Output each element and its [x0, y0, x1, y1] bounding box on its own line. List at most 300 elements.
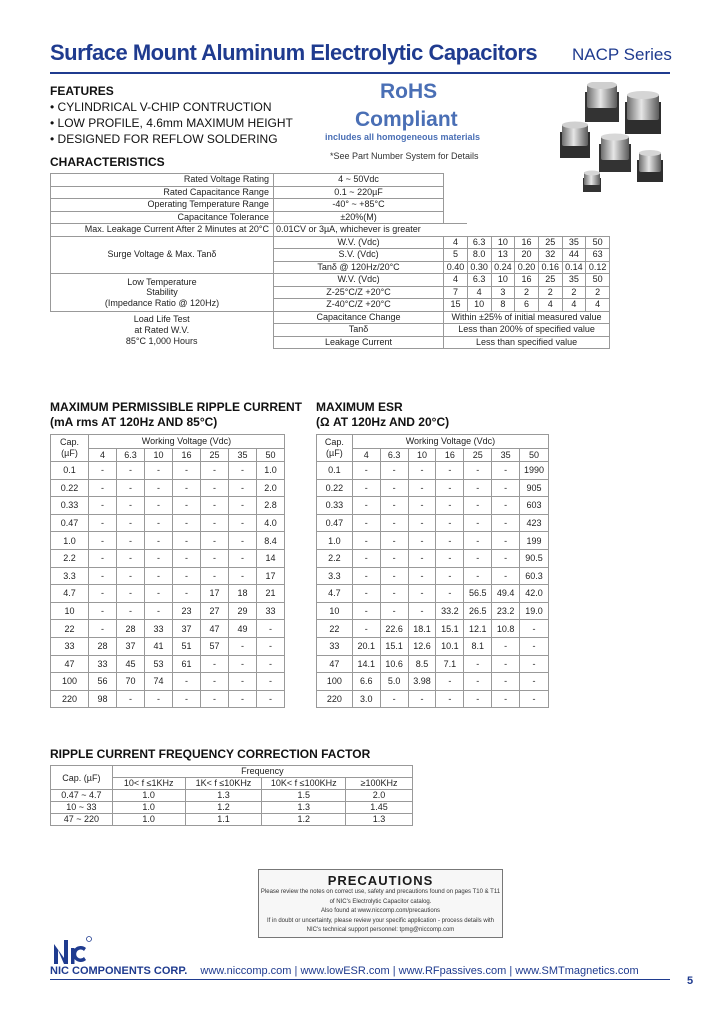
voltage-header: 10 — [145, 448, 173, 462]
esr-subheading: (Ω AT 120Hz AND 20°C) — [316, 415, 450, 429]
esr-cell: - — [408, 462, 436, 480]
ripple-cell: - — [145, 549, 173, 567]
esr-cell: 8.1 — [464, 637, 492, 655]
ripple-cell: 45 — [117, 655, 145, 673]
surge-cell: 6.3 — [467, 236, 491, 249]
lowtemp-label-line: Stability — [146, 287, 178, 297]
lowtemp-sublabel: Z-40°C/Z +20°C — [273, 299, 443, 312]
esr-cell: - — [492, 532, 520, 550]
lowtemp-cell: 2 — [538, 286, 562, 299]
esr-row — [317, 479, 549, 497]
ripple-cell: - — [173, 497, 201, 515]
esr-cell: - — [436, 514, 464, 532]
cap-value: 10 — [51, 602, 89, 620]
correction-cap-header: Cap. (µF) — [51, 766, 113, 790]
lowtemp-cell: 10 — [491, 274, 515, 287]
ripple-cell: - — [201, 655, 229, 673]
cap-value: 22 — [51, 620, 89, 638]
lowtemp-row — [51, 274, 610, 287]
esr-cell: - — [408, 479, 436, 497]
esr-cell: - — [436, 585, 464, 603]
esr-cell: - — [380, 532, 408, 550]
cap-value: 100 — [51, 673, 89, 691]
cap-header-label: Cap. — [324, 437, 344, 447]
ripple-cell: 70 — [117, 673, 145, 691]
voltage-header: 6.3 — [117, 448, 145, 462]
esr-cell: - — [492, 462, 520, 480]
surge-cell: 35 — [562, 236, 586, 249]
ripple-header-row — [51, 435, 285, 449]
surge-cell: 16 — [515, 236, 539, 249]
feature-item: • CYLINDRICAL V-CHIP CONTRUCTION — [50, 100, 272, 114]
esr-cell: 3.98 — [408, 673, 436, 691]
esr-row — [317, 462, 549, 480]
correction-row — [51, 790, 413, 802]
esr-cell: - — [492, 673, 520, 691]
cap-value: 220 — [317, 690, 353, 708]
wv-header: Working Voltage (Vdc) — [352, 435, 548, 449]
ripple-row — [51, 690, 285, 708]
ripple-row — [51, 479, 285, 497]
correction-header-row — [51, 766, 413, 778]
char-label: Capacitance Tolerance — [51, 211, 274, 224]
ripple-cell: - — [89, 620, 117, 638]
esr-cell: - — [520, 637, 549, 655]
esr-cell: - — [380, 602, 408, 620]
surge-row — [51, 236, 610, 249]
esr-cell: 8.5 — [408, 655, 436, 673]
ripple-row — [51, 497, 285, 515]
surge-label: Surge Voltage & Max. Tanδ — [51, 236, 274, 274]
loadlife-sublabel: Capacitance Change — [273, 311, 443, 324]
ripple-cell: - — [229, 690, 257, 708]
esr-cell: - — [464, 497, 492, 515]
ripple-cell: - — [229, 497, 257, 515]
esr-cell: - — [352, 462, 380, 480]
esr-cell: - — [352, 620, 380, 638]
char-label: Rated Voltage Rating — [51, 174, 274, 187]
ripple-cell: - — [117, 549, 145, 567]
ripple-cell: - — [173, 690, 201, 708]
footer-link[interactable]: www.SMTmagnetics.com — [515, 965, 639, 977]
lowtemp-label-line: Low Temperature — [127, 276, 197, 287]
ripple-cell: 47 — [201, 620, 229, 638]
esr-cell: - — [436, 690, 464, 708]
lowtemp-cell: 3 — [491, 286, 515, 299]
ripple-cell: 8.4 — [257, 532, 285, 550]
surge-cell: 25 — [538, 236, 562, 249]
esr-row — [317, 567, 549, 585]
esr-cell: 42.0 — [520, 585, 549, 603]
frequency-header: Frequency — [112, 766, 412, 778]
surge-cell: 10 — [491, 236, 515, 249]
ripple-cell: - — [89, 532, 117, 550]
ripple-cell: - — [201, 690, 229, 708]
correction-cell: 1.2 — [185, 802, 262, 814]
esr-cell: 10.6 — [380, 655, 408, 673]
cap-value: 1.0 — [51, 532, 89, 550]
surge-cell: 5 — [444, 249, 468, 262]
ripple-cell: - — [201, 532, 229, 550]
ripple-row — [51, 620, 285, 638]
ripple-row — [51, 655, 285, 673]
esr-cell: 26.5 — [464, 602, 492, 620]
ripple-cell: - — [117, 462, 145, 480]
lowtemp-cell: 2 — [515, 286, 539, 299]
footer-bar: NIC COMPONENTS CORP. www.niccomp.com | www.lowESR.com | www.RFpassives.com | www.SMTmagnetics.com — [50, 965, 639, 977]
frequency-band: 10K< f ≤100KHz — [262, 778, 346, 790]
esr-row — [317, 673, 549, 691]
lowtemp-cell: 4 — [444, 274, 468, 287]
ripple-cell: - — [201, 549, 229, 567]
esr-row — [317, 532, 549, 550]
esr-cell: - — [520, 655, 549, 673]
ripple-cell: - — [257, 620, 285, 638]
precautions-line: Please review the notes on correct use, safety and precautions found on pages T10 & T11 — [260, 889, 501, 895]
correction-cell: 1.3 — [346, 814, 413, 826]
ripple-cell: - — [257, 637, 285, 655]
surge-cell: 8.0 — [467, 249, 491, 262]
cap-value: 0.22 — [317, 479, 353, 497]
surge-cell: 0.16 — [538, 261, 562, 274]
cap-value: 0.33 — [317, 497, 353, 515]
ripple-cell: - — [173, 514, 201, 532]
cap-value: 0.1 — [317, 462, 353, 480]
cap-header-label: Cap. — [59, 437, 79, 447]
correction-cell: 1.45 — [346, 802, 413, 814]
esr-cell: - — [436, 497, 464, 515]
ripple-cell: 33 — [257, 602, 285, 620]
esr-cell: - — [380, 462, 408, 480]
esr-cell: - — [436, 479, 464, 497]
esr-cell: - — [436, 673, 464, 691]
ripple-row — [51, 602, 285, 620]
ripple-subheading: (mA rms AT 120Hz AND 85°C) — [50, 415, 218, 429]
esr-cell: - — [380, 497, 408, 515]
esr-row — [317, 690, 549, 708]
esr-cell: - — [352, 514, 380, 532]
surge-cell: 0.24 — [491, 261, 515, 274]
esr-cell: - — [408, 690, 436, 708]
ripple-cell: - — [173, 567, 201, 585]
correction-cap: 0.47 ~ 4.7 — [51, 790, 113, 802]
ripple-cell: - — [117, 497, 145, 515]
ripple-row — [51, 514, 285, 532]
lowtemp-cell: 8 — [491, 299, 515, 312]
cap-value: 22 — [317, 620, 353, 638]
ripple-cell: - — [201, 479, 229, 497]
surge-cell: 0.30 — [467, 261, 491, 274]
surge-cell: 0.14 — [562, 261, 586, 274]
surge-cell: 44 — [562, 249, 586, 262]
lowtemp-sublabel: W.V. (Vdc) — [273, 274, 443, 287]
features-heading: FEATURES — [50, 84, 114, 98]
feature-item: • LOW PROFILE, 4.6mm MAXIMUM HEIGHT — [50, 116, 293, 130]
cap-value: 2.2 — [51, 549, 89, 567]
footer-link[interactable]: www.lowESR.com — [300, 965, 390, 977]
ripple-cell: - — [145, 497, 173, 515]
esr-cell: - — [492, 514, 520, 532]
ripple-cell: - — [173, 673, 201, 691]
lowtemp-label-line: (Impedance Ratio @ 120Hz) — [104, 297, 220, 308]
cap-value: 2.2 — [317, 549, 353, 567]
esr-cell: 603 — [520, 497, 549, 515]
ripple-cell: 17 — [201, 585, 229, 603]
esr-cell: - — [464, 532, 492, 550]
lowtemp-cell: 4 — [538, 299, 562, 312]
esr-cell: 905 — [520, 479, 549, 497]
esr-row — [317, 620, 549, 638]
esr-cell: - — [380, 690, 408, 708]
ripple-cell: - — [201, 462, 229, 480]
ripple-cell: 61 — [173, 655, 201, 673]
esr-row — [317, 549, 549, 567]
esr-cell: - — [408, 497, 436, 515]
esr-cell: - — [492, 567, 520, 585]
surge-cell: 4 — [444, 236, 468, 249]
esr-cell: - — [408, 532, 436, 550]
ripple-cell: 14 — [257, 549, 285, 567]
lowtemp-cell: 50 — [586, 274, 610, 287]
ripple-cell: - — [117, 514, 145, 532]
cap-header-unit: (µF) — [61, 448, 78, 458]
esr-cell: 199 — [520, 532, 549, 550]
esr-cell: 10.8 — [492, 620, 520, 638]
precautions-link[interactable]: Also found at www.niccomp.com/precautions — [320, 908, 441, 914]
cap-value: 33 — [51, 637, 89, 655]
loadlife-label-line: at Rated W.V. — [134, 324, 190, 335]
cap-value: 1.0 — [317, 532, 353, 550]
cap-value: 0.33 — [51, 497, 89, 515]
ripple-cell: - — [117, 585, 145, 603]
ripple-cell: - — [89, 602, 117, 620]
ripple-cell: - — [117, 690, 145, 708]
ripple-cell: - — [89, 462, 117, 480]
ripple-cell: - — [229, 655, 257, 673]
correction-cell: 1.1 — [185, 814, 262, 826]
ripple-cell: - — [229, 549, 257, 567]
ripple-cell: 98 — [89, 690, 117, 708]
esr-row — [317, 602, 549, 620]
lowtemp-cell: 4 — [467, 286, 491, 299]
footer-link[interactable]: www.niccomp.com — [200, 965, 292, 977]
cap-value: 10 — [317, 602, 353, 620]
correction-heading: RIPPLE CURRENT FREQUENCY CORRECTION FACTOR — [50, 747, 371, 761]
esr-cell: - — [408, 549, 436, 567]
ripple-cell: - — [145, 585, 173, 603]
correction-row — [51, 802, 413, 814]
ripple-cell: - — [117, 532, 145, 550]
esr-cell: - — [408, 514, 436, 532]
esr-cell: - — [352, 585, 380, 603]
cap-value: 4.7 — [51, 585, 89, 603]
characteristics-table — [50, 173, 610, 349]
esr-cell: - — [436, 567, 464, 585]
ripple-cell: - — [117, 567, 145, 585]
lowtemp-cell: 2 — [562, 286, 586, 299]
correction-cell: 1.3 — [262, 802, 346, 814]
ripple-cell: - — [257, 655, 285, 673]
voltage-header: 16 — [436, 448, 464, 462]
ripple-cell: 2.8 — [257, 497, 285, 515]
esr-heading: MAXIMUM ESR — [316, 400, 403, 414]
esr-cell: 7.1 — [436, 655, 464, 673]
esr-cell: - — [464, 567, 492, 585]
lowtemp-cell: 2 — [586, 286, 610, 299]
char-value: 4 ~ 50Vdc — [273, 174, 443, 187]
esr-cell: 22.6 — [380, 620, 408, 638]
esr-cell: 49.4 — [492, 585, 520, 603]
esr-cell: - — [380, 514, 408, 532]
part-number-note: *See Part Number System for Details — [330, 151, 479, 161]
lowtemp-cell: 4 — [586, 299, 610, 312]
esr-cell: - — [380, 585, 408, 603]
surge-sublabel: W.V. (Vdc) — [273, 236, 443, 249]
correction-cell: 1.3 — [185, 790, 262, 802]
rohs-subtext: includes all homogeneous materials — [325, 132, 481, 142]
ripple-body — [51, 462, 285, 708]
esr-cell: 3.0 — [352, 690, 380, 708]
voltage-header: 16 — [173, 448, 201, 462]
ripple-cell: - — [117, 479, 145, 497]
frequency-band: 10< f ≤1KHz — [112, 778, 185, 790]
esr-cell: - — [352, 479, 380, 497]
voltage-header: 25 — [464, 448, 492, 462]
esr-cell: 10.1 — [436, 637, 464, 655]
wv-header: Working Voltage (Vdc) — [89, 435, 285, 449]
esr-cell: 23.2 — [492, 602, 520, 620]
esr-cell: - — [464, 673, 492, 691]
correction-cell: 1.0 — [112, 790, 185, 802]
esr-body — [317, 462, 549, 708]
ripple-cell: - — [89, 585, 117, 603]
char-row — [51, 174, 610, 187]
ripple-row — [51, 462, 285, 480]
esr-cell: - — [492, 637, 520, 655]
esr-cell: 15.1 — [436, 620, 464, 638]
esr-cell: 423 — [520, 514, 549, 532]
surge-cell: 32 — [538, 249, 562, 262]
loadlife-sublabel: Leakage Current — [273, 336, 443, 349]
lowtemp-cell: 15 — [444, 299, 468, 312]
ripple-cell: - — [145, 690, 173, 708]
cap-value: 3.3 — [317, 567, 353, 585]
surge-cell: 0.40 — [444, 261, 468, 274]
correction-cell: 1.2 — [262, 814, 346, 826]
correction-cell: 1.5 — [262, 790, 346, 802]
esr-cell: - — [464, 462, 492, 480]
voltage-header: 6.3 — [380, 448, 408, 462]
ripple-cell: 1.0 — [257, 462, 285, 480]
lowtemp-cell: 7 — [444, 286, 468, 299]
esr-table — [316, 434, 549, 708]
cap-value: 33 — [317, 637, 353, 655]
char-row — [51, 186, 610, 199]
esr-cell: - — [492, 479, 520, 497]
correction-cap: 47 ~ 220 — [51, 814, 113, 826]
lowtemp-cell: 16 — [515, 274, 539, 287]
ripple-cell: 51 — [173, 637, 201, 655]
ripple-cell: - — [257, 690, 285, 708]
esr-cell: - — [492, 549, 520, 567]
voltage-header: 10 — [408, 448, 436, 462]
esr-cell: - — [520, 620, 549, 638]
esr-cell: 15.1 — [380, 637, 408, 655]
correction-cell: 1.0 — [112, 814, 185, 826]
esr-row — [317, 637, 549, 655]
ripple-cell: - — [117, 602, 145, 620]
ripple-cell: 41 — [145, 637, 173, 655]
ripple-cell: - — [173, 585, 201, 603]
ripple-cell: 37 — [173, 620, 201, 638]
ripple-cell: - — [89, 479, 117, 497]
lowtemp-label — [51, 274, 274, 312]
frequency-band: ≥100KHz — [346, 778, 413, 790]
esr-cell: - — [380, 549, 408, 567]
ripple-cell: - — [257, 673, 285, 691]
esr-cell: - — [436, 532, 464, 550]
footer-link[interactable]: www.RFpassives.com — [398, 965, 507, 977]
lowtemp-cell: 10 — [467, 299, 491, 312]
ripple-table — [50, 434, 285, 708]
series-name: NACP Series — [572, 45, 672, 64]
voltage-header: 50 — [520, 448, 549, 462]
esr-row — [317, 497, 549, 515]
precautions-line: of NIC's Electrolytic Capacitor catalog. — [329, 898, 432, 905]
surge-sublabel: Tanδ @ 120Hz/20°C — [273, 261, 443, 274]
ripple-cell: - — [173, 479, 201, 497]
loadlife-sublabel: Tanδ — [273, 324, 443, 337]
ripple-cell: - — [229, 479, 257, 497]
surge-cell: 13 — [491, 249, 515, 262]
esr-cell: - — [520, 673, 549, 691]
ripple-cell: - — [201, 567, 229, 585]
esr-cell: 20.1 — [352, 637, 380, 655]
cap-value: 4.7 — [317, 585, 353, 603]
esr-cell: - — [492, 690, 520, 708]
feature-item: • DESIGNED FOR REFLOW SOLDERING — [50, 132, 278, 146]
esr-cell: 19.0 — [520, 602, 549, 620]
loadlife-value: Less than 200% of specified value — [444, 324, 610, 337]
esr-cell: - — [464, 690, 492, 708]
ripple-cell: 49 — [229, 620, 257, 638]
cap-value: 47 — [51, 655, 89, 673]
correction-cap: 10 ~ 33 — [51, 802, 113, 814]
esr-cell: - — [352, 567, 380, 585]
cap-header — [317, 435, 353, 462]
ripple-cell: - — [201, 497, 229, 515]
ripple-cell: - — [173, 532, 201, 550]
correction-cell: 2.0 — [346, 790, 413, 802]
char-label: Rated Capacitance Range — [51, 186, 274, 199]
esr-cell: - — [352, 497, 380, 515]
voltage-header: 4 — [352, 448, 380, 462]
cap-value: 220 — [51, 690, 89, 708]
esr-cell: - — [352, 602, 380, 620]
ripple-cell: 28 — [117, 620, 145, 638]
esr-cell: 14.1 — [352, 655, 380, 673]
loadlife-label-line: Load Life Test — [133, 313, 190, 324]
esr-cell: - — [492, 497, 520, 515]
voltage-header: 25 — [201, 448, 229, 462]
esr-cell: - — [520, 690, 549, 708]
loadlife-value: Less than specified value — [444, 336, 610, 349]
esr-cell: 60.3 — [520, 567, 549, 585]
cap-value: 0.1 — [51, 462, 89, 480]
ripple-cell: 37 — [117, 637, 145, 655]
lowtemp-cell: 4 — [562, 299, 586, 312]
cap-value: 47 — [317, 655, 353, 673]
